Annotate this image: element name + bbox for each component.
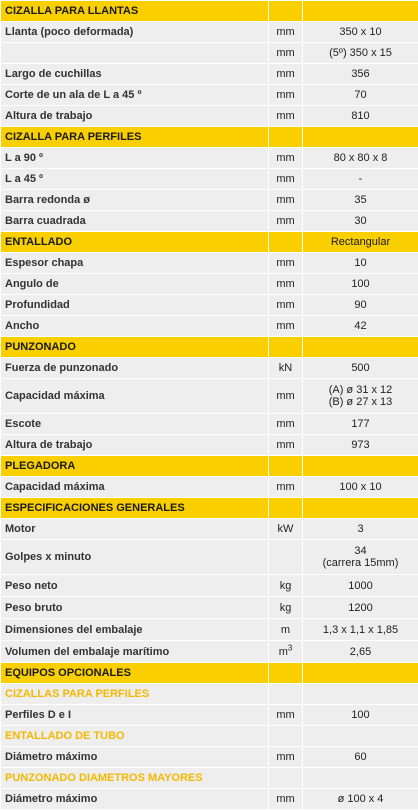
table-row bbox=[1, 211, 418, 232]
row-value: 30 bbox=[303, 211, 418, 232]
row-unit: mm bbox=[269, 274, 303, 295]
row-unit: mm bbox=[269, 414, 303, 435]
row-label: L a 90 º bbox=[1, 148, 269, 169]
row-value: ø 100 x 4 bbox=[303, 789, 418, 810]
row-value-line: (B) ø 27 x 13 bbox=[307, 396, 414, 408]
row-unit: mm bbox=[269, 435, 303, 456]
row-value: 2,65 bbox=[303, 641, 418, 663]
table-row bbox=[1, 414, 418, 435]
row-unit: m bbox=[269, 619, 303, 641]
section-title: ESPECIFICACIONES GENERALES bbox=[1, 498, 269, 519]
section-header bbox=[1, 232, 418, 253]
table-row bbox=[1, 358, 418, 379]
table-row bbox=[1, 705, 418, 726]
unit-superscript: 3 bbox=[288, 643, 292, 652]
row-value: 60 bbox=[303, 747, 418, 768]
row-unit: mm bbox=[269, 295, 303, 316]
row-value: 500 bbox=[303, 358, 418, 379]
row-label: Corte de un ala de L a 45 º bbox=[1, 85, 269, 106]
section-header bbox=[1, 1, 418, 22]
row-value-line: 34 bbox=[307, 545, 414, 557]
table-row bbox=[1, 379, 418, 414]
row-value: 42 bbox=[303, 316, 418, 337]
row-label: Espesor chapa bbox=[1, 253, 269, 274]
row-value: 3 bbox=[303, 519, 418, 540]
section-title: CIZALLA PARA PERFILES bbox=[1, 127, 269, 148]
row-value: 1,3 x 1,1 x 1,85 bbox=[303, 619, 418, 641]
row-unit: mm bbox=[269, 316, 303, 337]
row-label: Barra redonda ø bbox=[1, 190, 269, 211]
row-unit: mm bbox=[269, 22, 303, 43]
row-unit: mm bbox=[269, 190, 303, 211]
row-unit: mm bbox=[269, 106, 303, 127]
row-unit: mm bbox=[269, 169, 303, 190]
row-label: Dimensiones del embalaje bbox=[1, 619, 269, 641]
row-value: 973 bbox=[303, 435, 418, 456]
table-row bbox=[1, 789, 418, 810]
row-label: Angulo de bbox=[1, 274, 269, 295]
row-unit: mm bbox=[269, 148, 303, 169]
section-title: PLEGADORA bbox=[1, 456, 269, 477]
row-unit: mm bbox=[269, 747, 303, 768]
unit-base: m bbox=[279, 646, 288, 658]
table-row bbox=[1, 274, 418, 295]
table-row bbox=[1, 106, 418, 127]
row-label: Barra cuadrada bbox=[1, 211, 269, 232]
row-label: Altura de trabajo bbox=[1, 106, 269, 127]
row-value: 177 bbox=[303, 414, 418, 435]
row-value: 90 bbox=[303, 295, 418, 316]
row-value: 35 bbox=[303, 190, 418, 211]
row-label: Fuerza de punzonado bbox=[1, 358, 269, 379]
row-unit: mm bbox=[269, 43, 303, 64]
table-row bbox=[1, 540, 418, 575]
row-unit: mm bbox=[269, 789, 303, 810]
row-unit: kg bbox=[269, 575, 303, 597]
table-row bbox=[1, 747, 418, 768]
subsection-header bbox=[1, 684, 418, 705]
row-label: Diámetro máximo bbox=[1, 747, 269, 768]
section-header bbox=[1, 498, 418, 519]
row-label: Diámetro máximo bbox=[1, 789, 269, 810]
row-label: Volumen del embalaje marítimo bbox=[1, 641, 269, 663]
section-title: ENTALLADO bbox=[1, 232, 269, 253]
subsection-title: CIZALLAS PARA PERFILES bbox=[1, 684, 269, 705]
row-unit: kN bbox=[269, 358, 303, 379]
section-header bbox=[1, 663, 418, 684]
row-label: Perfiles D e I bbox=[1, 705, 269, 726]
section-header-value: Rectangular bbox=[303, 232, 418, 253]
table-row bbox=[1, 43, 418, 64]
section-title: EQUIPOS OPCIONALES bbox=[1, 663, 269, 684]
table-row bbox=[1, 477, 418, 498]
row-value-line: (carrera 15mm) bbox=[307, 557, 414, 569]
row-unit: mm bbox=[269, 705, 303, 726]
row-value: (5º) 350 x 15 bbox=[303, 43, 418, 64]
row-unit: mm bbox=[269, 64, 303, 85]
row-unit: kg bbox=[269, 597, 303, 619]
row-label: Capacidad máxima bbox=[1, 477, 269, 498]
table-row bbox=[1, 435, 418, 456]
row-value: 70 bbox=[303, 85, 418, 106]
row-unit: mm bbox=[269, 85, 303, 106]
table-row bbox=[1, 316, 418, 337]
row-value: 350 x 10 bbox=[303, 22, 418, 43]
section-title: CIZALLA PARA LLANTAS bbox=[1, 1, 269, 22]
table-row bbox=[1, 148, 418, 169]
section-header bbox=[1, 127, 418, 148]
section-header bbox=[1, 337, 418, 358]
row-value: 810 bbox=[303, 106, 418, 127]
subsection-title: PUNZONADO DIAMETROS MAYORES bbox=[1, 768, 269, 789]
row-value: 100 bbox=[303, 705, 418, 726]
row-unit: kW bbox=[269, 519, 303, 540]
section-header bbox=[1, 456, 418, 477]
row-value: 1200 bbox=[303, 597, 418, 619]
table-row bbox=[1, 64, 418, 85]
subsection-header bbox=[1, 726, 418, 747]
row-unit: mm bbox=[269, 379, 303, 414]
row-label: Profundidad bbox=[1, 295, 269, 316]
table-row bbox=[1, 295, 418, 316]
row-value: 10 bbox=[303, 253, 418, 274]
table-row bbox=[1, 190, 418, 211]
table-row bbox=[1, 22, 418, 43]
table-row bbox=[1, 597, 418, 619]
row-label: Capacidad máxima bbox=[1, 379, 269, 414]
row-value: 100 bbox=[303, 274, 418, 295]
row-value: 1000 bbox=[303, 575, 418, 597]
section-title: PUNZONADO bbox=[1, 337, 269, 358]
table-row bbox=[1, 169, 418, 190]
row-label: Escote bbox=[1, 414, 269, 435]
row-value: 100 x 10 bbox=[303, 477, 418, 498]
row-unit: mm bbox=[269, 211, 303, 232]
table-row bbox=[1, 85, 418, 106]
row-label: L a 45 º bbox=[1, 169, 269, 190]
row-label: Motor bbox=[1, 519, 269, 540]
row-unit: mm bbox=[269, 253, 303, 274]
table-row bbox=[1, 519, 418, 540]
subsection-header bbox=[1, 768, 418, 789]
row-value-line: (A) ø 31 x 12 bbox=[307, 384, 414, 396]
row-label: Peso neto bbox=[1, 575, 269, 597]
row-value bbox=[303, 540, 418, 575]
row-label: Largo de cuchillas bbox=[1, 64, 269, 85]
row-unit bbox=[269, 540, 303, 575]
table-row bbox=[1, 575, 418, 597]
table-row bbox=[1, 619, 418, 641]
table-row bbox=[1, 641, 418, 663]
row-label: Ancho bbox=[1, 316, 269, 337]
row-value bbox=[303, 379, 418, 414]
row-value: 356 bbox=[303, 64, 418, 85]
subsection-title: ENTALLADO DE TUBO bbox=[1, 726, 269, 747]
row-label: Llanta (poco deformada) bbox=[1, 22, 269, 43]
row-unit: mm bbox=[269, 477, 303, 498]
table-row bbox=[1, 253, 418, 274]
row-unit bbox=[269, 641, 303, 663]
row-value: 80 x 80 x 8 bbox=[303, 148, 418, 169]
row-label bbox=[1, 43, 269, 64]
row-label: Peso bruto bbox=[1, 597, 269, 619]
row-value: - bbox=[303, 169, 418, 190]
row-label: Golpes x minuto bbox=[1, 540, 269, 575]
row-label: Altura de trabajo bbox=[1, 435, 269, 456]
